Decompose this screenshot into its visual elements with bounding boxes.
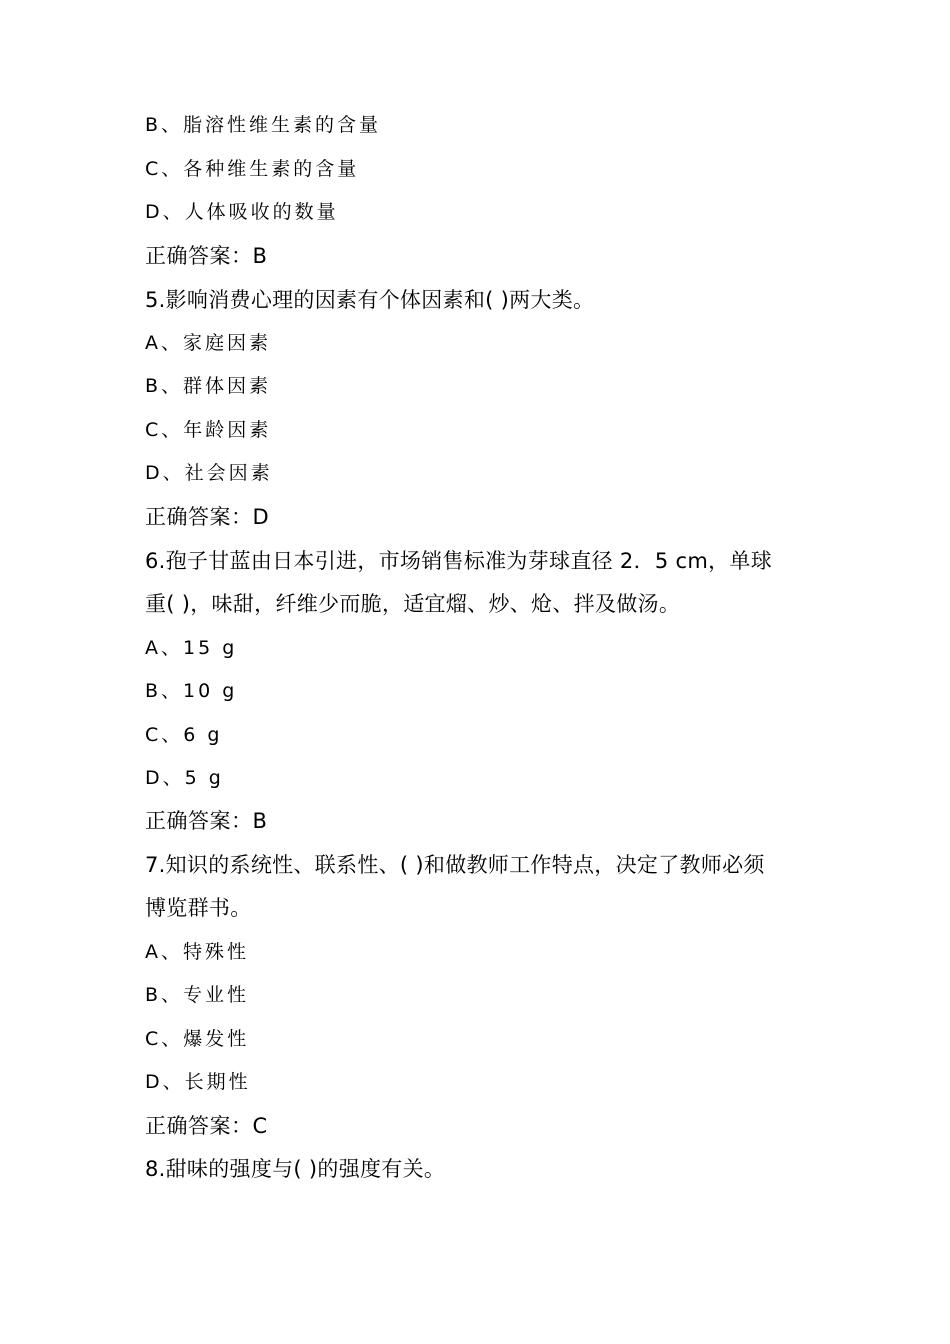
question-6-line-1: 6.孢子甘蓝由日本引进，市场销售标准为芽球直径 2．5 cm，单球 (145, 549, 773, 573)
question-6-line-2: 重( )，味甜，纤维少而脆，适宜熘、炒、炝、拌及做汤。 (145, 592, 681, 616)
option-b-q7: B、专业性 (145, 984, 250, 1006)
question-5: 5.影响消费心理的因素有个体因素和( )两大类。 (145, 288, 595, 312)
option-c-q4: C、各种维生素的含量 (145, 158, 360, 180)
option-b-q6: B、10 g (145, 680, 238, 702)
option-d-q6: D、5 g (145, 767, 224, 789)
option-c-q5: C、年龄因素 (145, 419, 272, 441)
option-c-q7: C、爆发性 (145, 1028, 250, 1050)
question-7-line-1: 7.知识的系统性、联系性、( )和做教师工作特点，决定了教师必须 (145, 853, 765, 877)
question-8: 8.甜味的强度与( )的强度有关。 (145, 1157, 446, 1181)
option-a-q6: A、15 g (145, 637, 238, 659)
answer-q7: 正确答案：C (145, 1114, 268, 1138)
answer-q6: 正确答案：B (145, 809, 268, 833)
option-b-q4: B、脂溶性维生素的含量 (145, 114, 382, 136)
option-a-q5: A、家庭因素 (145, 332, 271, 354)
question-7-line-2: 博览群书。 (145, 896, 252, 920)
option-d-q7: D、长期性 (145, 1071, 251, 1093)
option-a-q7: A、特殊性 (145, 941, 249, 963)
option-d-q5: D、社会因素 (145, 462, 273, 484)
option-b-q5: B、群体因素 (145, 375, 272, 397)
answer-q5: 正确答案：D (145, 505, 270, 529)
option-c-q6: C、6 g (145, 724, 223, 746)
option-d-q4: D、人体吸收的数量 (145, 201, 339, 223)
answer-q4: 正确答案：B (145, 244, 268, 268)
